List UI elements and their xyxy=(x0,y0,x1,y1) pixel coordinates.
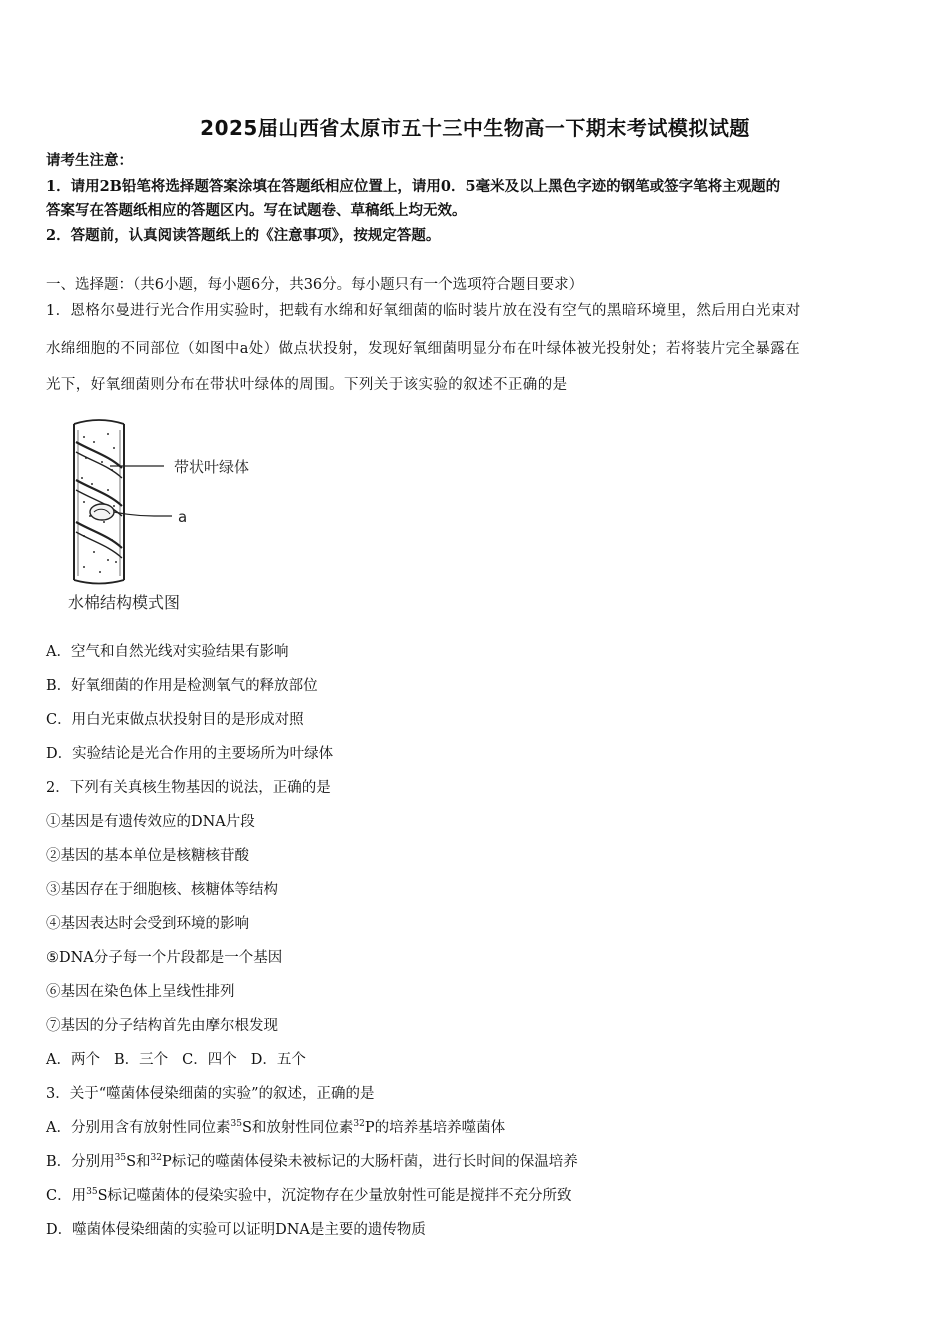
notice-heading: 请考生注意： xyxy=(46,152,133,169)
q1-option-a: A．空气和自然光线对实验结果有影响 xyxy=(46,644,289,660)
section-heading: 一、选择题：（共6小题，每小题6分，共36分。每小题只有一个选项符合题目要求） xyxy=(46,277,584,293)
q2-options xyxy=(46,1049,320,1071)
q1-stem-line-2: 水绵细胞的不同部位（如图中a处）做点状投射，发现好氧细菌明显分布在叶绿体被光投射处；若将装片完全暴露在 xyxy=(46,341,801,357)
figure-caption: 水棉结构模式图 xyxy=(68,593,181,612)
q1-option-c: C．用白光束做点状投射目的是形成对照 xyxy=(46,712,304,728)
q1-stem-line-1: 1．恩格尔曼进行光合作用实验时，把载有水绵和好氧细菌的临时装片放在没有空气的黑暗环境里，然后用白光束对 xyxy=(46,303,801,319)
q1-option-d: D．实验结论是光合作用的主要场所为叶绿体 xyxy=(46,746,334,762)
q2-stem: 2．下列有关真核生物基因的说法，正确的是 xyxy=(46,780,331,796)
q2-option-d: D．五个 xyxy=(250,1052,306,1068)
page-title: 2025届山西省太原市五十三中生物高一下期末考试模拟试题 xyxy=(200,116,750,140)
q2-item-6: ⑥基因在染色体上呈线性排列 xyxy=(46,984,235,1000)
q1-stem-line-3: 光下，好氧细菌则分布在带状叶绿体的周围。下列关于该实验的叙述不正确的是 xyxy=(46,377,568,393)
label-chloroplast: 带状叶绿体 xyxy=(174,458,250,476)
q2-item-3: ③基因存在于细胞核、核糖体等结构 xyxy=(46,882,278,898)
q2-option-c: C．四个 xyxy=(182,1052,237,1068)
q3-option-d: D．噬菌体侵染细菌的实验可以证明DNA是主要的遗传物质 xyxy=(46,1222,426,1238)
q2-option-b: B．三个 xyxy=(113,1052,169,1068)
q2-item-4: ④基因表达时会受到环境的影响 xyxy=(46,916,249,932)
notice-item-2: 2．答题前，认真阅读答题纸上的《注意事项》，按规定答题。 xyxy=(46,227,441,244)
q2-item-5: ⑤DNA分子每一个片段都是一个基因 xyxy=(46,950,283,966)
q3-stem: 3．关于“噬菌体侵染细菌的实验”的叙述，正确的是 xyxy=(46,1086,375,1102)
q2-option-a: A．两个 xyxy=(46,1052,100,1068)
spirogyra-figure xyxy=(64,412,294,617)
q2-item-2: ②基因的基本单位是核糖核苷酸 xyxy=(46,848,249,864)
notice-item-1-line-1: 1．请用2B铅笔将选择题答案涂填在答题纸相应位置上，请用0．5毫米及以上黑色字迹的钢笔或签字笔将主观题的 xyxy=(46,178,781,195)
q3-option-b: B．分别用$^{35}$S和$^{32}$P标记的噬菌体侵染未被标记的大肠杆菌，进行长时间的保温培养 xyxy=(46,1153,578,1170)
notice-item-1-line-2: 答案写在答题纸相应的答题区内。写在试题卷、草稿纸上均无效。 xyxy=(46,202,467,219)
label-a: a xyxy=(178,508,188,526)
q3-option-a: A．分别用含有放射性同位素$^{35}$S和放射性同位素$^{32}$P的培养基培养噬菌体 xyxy=(46,1119,506,1136)
q1-option-b: B．好氧细菌的作用是检测氧气的释放部位 xyxy=(46,678,318,694)
q2-item-1: ①基因是有遗传效应的DNA片段 xyxy=(46,814,255,830)
spirogyra-diagram xyxy=(64,412,294,617)
q2-item-7: ⑦基因的分子结构首先由摩尔根发现 xyxy=(46,1018,278,1034)
q3-option-c: C．用$^{35}$S标记噬菌体的侵染实验中，沉淀物存在少量放射性可能是搅拌不充分所致 xyxy=(46,1187,572,1204)
